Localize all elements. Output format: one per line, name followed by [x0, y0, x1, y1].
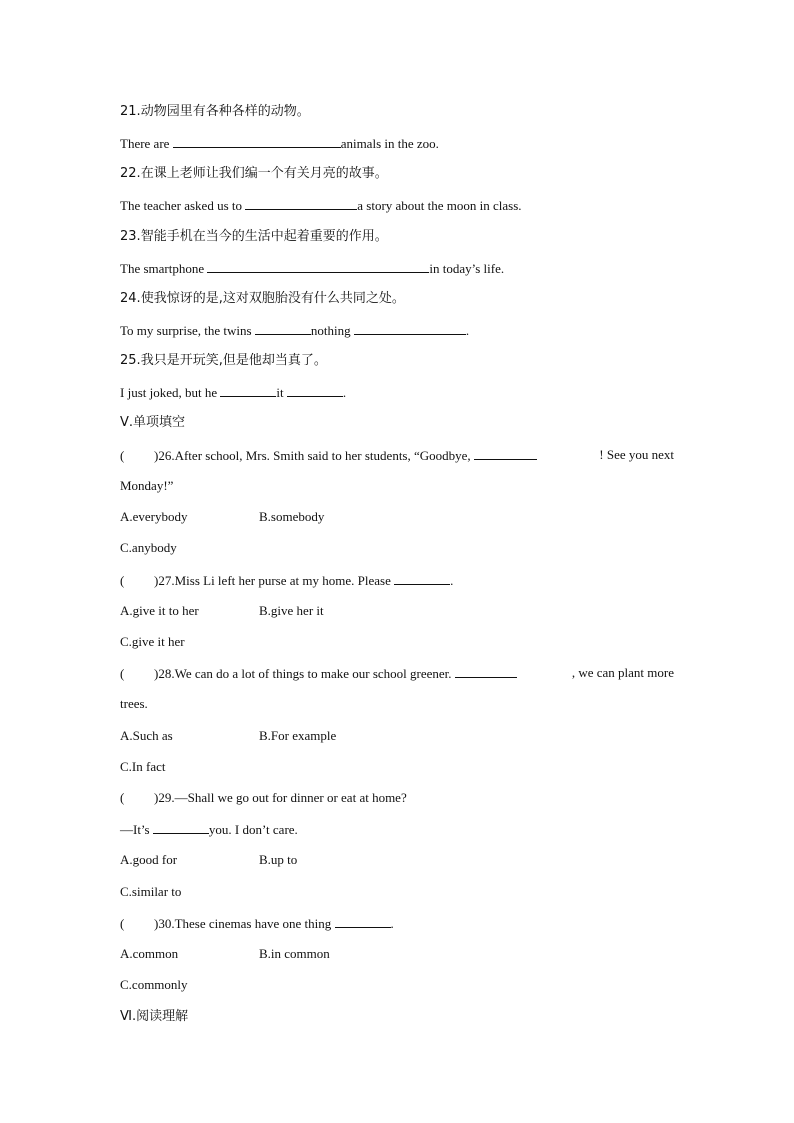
q22-post: a story about the moon in class.	[357, 198, 522, 213]
q26-stem-line2: Monday!”	[120, 478, 174, 493]
section-5-title: Ⅴ.单项填空	[120, 415, 186, 430]
q26-options-ab	[120, 509, 324, 525]
q28-answer-paren[interactable]: (	[120, 666, 125, 681]
q25-mid: it	[276, 385, 287, 400]
q25-post: .	[342, 385, 347, 400]
q30-blank[interactable]	[335, 915, 391, 928]
q25-chinese-text: 我只是开玩笑,但是他却当真了。	[140, 353, 327, 368]
section-6-title: Ⅵ.阅读理解	[120, 1009, 189, 1024]
q21-pre: There are	[120, 136, 173, 151]
q23-blank[interactable]	[207, 260, 429, 273]
q26-option-a[interactable]: A.everybody	[120, 509, 188, 524]
q29-stem-line1: ( )29.—Shall we go out for dinner or eat at home?	[120, 790, 407, 805]
q22-chinese	[120, 166, 388, 182]
q27-options-ab	[120, 603, 324, 619]
q29-answer-paren[interactable]: (	[120, 790, 125, 805]
q29-options-ab	[120, 852, 297, 868]
q28-stem-right: , we can plant more	[571, 665, 674, 680]
q24-blank-1[interactable]	[255, 322, 311, 335]
q28-stem-line1	[120, 665, 674, 682]
q27-option-c[interactable]: C.give it her	[120, 634, 185, 649]
q21-blank[interactable]	[173, 135, 341, 148]
q22-english	[120, 197, 522, 214]
q23-pre: The smartphone	[120, 261, 208, 276]
q28-stem-left: ( )28.We can do a lot of things to make our school greener.	[120, 665, 517, 682]
q23-number: 23.	[120, 229, 141, 244]
q21-post: animals in the zoo.	[340, 136, 439, 151]
q21-chinese	[120, 104, 310, 120]
q22-chinese-text: 在课上老师让我们编一个有关月亮的故事。	[140, 166, 388, 181]
q23-english	[120, 260, 504, 277]
q26-option-c[interactable]: C.anybody	[120, 540, 177, 555]
q30-options-ab	[120, 946, 330, 962]
q22-blank[interactable]	[245, 197, 357, 210]
q29-option-c[interactable]: C.similar to	[120, 884, 182, 899]
q24-english	[120, 322, 469, 339]
q26-option-b[interactable]: B.somebody	[259, 509, 325, 524]
q24-chinese-text: 使我惊讶的是,这对双胞胎没有什么共同之处。	[140, 291, 405, 306]
q24-pre: To my surprise, the twins	[120, 323, 255, 338]
q25-english	[120, 384, 346, 401]
q25-pre: I just joked, but he	[120, 385, 221, 400]
q26-stem-line1	[120, 447, 674, 464]
q28-option-b[interactable]: B.For example	[259, 728, 337, 743]
q24-post: .	[465, 323, 470, 338]
q28-blank[interactable]	[455, 665, 517, 678]
q29-option-a[interactable]: A.good for	[120, 852, 178, 867]
q30-stem: ( )30.These cinemas have one thing .	[120, 916, 394, 931]
q28-stem-line2: trees.	[120, 696, 148, 711]
q25-number: 25.	[120, 353, 141, 368]
q28-option-a[interactable]: A.Such as	[120, 728, 173, 743]
q27-stem: ( )27.Miss Li left her purse at my home. Please .	[120, 573, 454, 588]
q27-option-a[interactable]: A.give it to her	[120, 603, 199, 618]
q27-answer-paren[interactable]: (	[120, 573, 125, 588]
q24-chinese	[120, 291, 405, 307]
q24-blank-2[interactable]	[354, 322, 466, 335]
q25-blank-1[interactable]	[220, 384, 276, 397]
q23-chinese-text: 智能手机在当今的生活中起着重要的作用。	[140, 229, 388, 244]
q24-mid: nothing	[310, 323, 354, 338]
q21-chinese-text: 动物园里有各种各样的动物。	[140, 104, 310, 119]
q25-chinese	[120, 353, 327, 369]
q30-answer-paren[interactable]: (	[120, 916, 125, 931]
q26-answer-paren[interactable]: (	[120, 448, 125, 463]
q28-options-ab	[120, 728, 336, 744]
q26-stem-right: ! See you next	[599, 447, 674, 462]
q30-option-c[interactable]: C.commonly	[120, 977, 188, 992]
q29-option-b[interactable]: B.up to	[259, 852, 298, 867]
q22-pre: The teacher asked us to	[120, 198, 246, 213]
q30-option-b[interactable]: B.in common	[259, 946, 330, 961]
q24-number: 24.	[120, 291, 141, 306]
q23-chinese	[120, 229, 388, 245]
q27-option-b[interactable]: B.give her it	[259, 603, 324, 618]
q29-stem-line2: —It’s you. I don’t care.	[120, 822, 298, 837]
q25-blank-2[interactable]	[287, 384, 343, 397]
q22-number: 22.	[120, 166, 141, 181]
q21-english	[120, 135, 439, 152]
q21-number: 21.	[120, 104, 141, 119]
q26-blank[interactable]	[474, 447, 537, 460]
q27-blank[interactable]	[394, 572, 450, 585]
q28-option-c[interactable]: C.In fact	[120, 759, 166, 774]
q29-blank[interactable]	[153, 821, 209, 834]
q23-post: in today’s life.	[429, 261, 505, 276]
q26-stem-left: ( )26.After school, Mrs. Smith said to her students, “Goodbye,	[120, 447, 537, 464]
q30-option-a[interactable]: A.common	[120, 946, 179, 961]
